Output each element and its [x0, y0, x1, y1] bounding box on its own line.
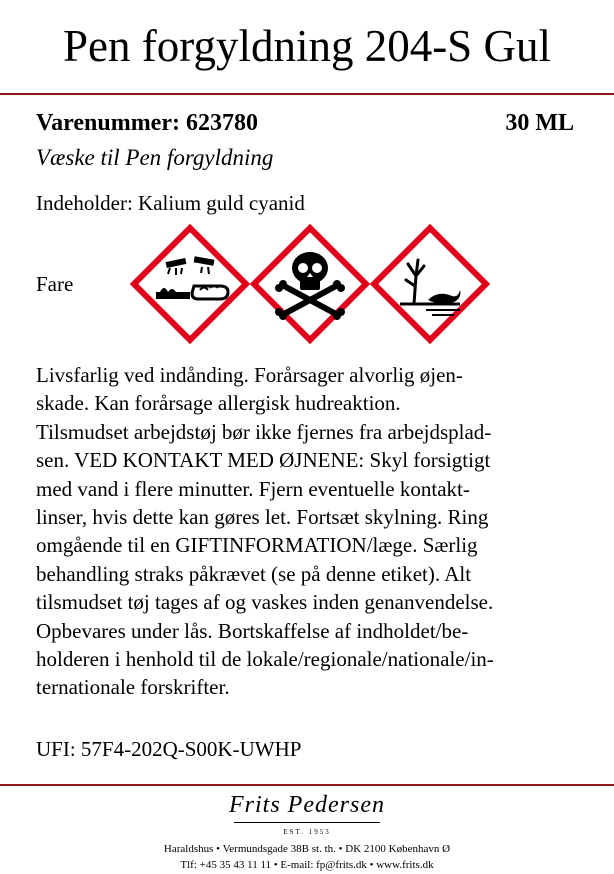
hazard-pictograms	[130, 224, 490, 344]
brand-logo: Frits Pedersen	[229, 792, 385, 818]
logo-underline	[234, 822, 380, 823]
hazard-line: ternationale forskrifter.	[36, 675, 230, 700]
corrosion-icon	[130, 224, 250, 344]
contains-statement: Indeholder: Kalium guld cyanid	[36, 191, 305, 215]
product-subtitle: Væske til Pen forgyldning	[36, 145, 274, 170]
company-contact: Tlf: +45 35 43 11 11 • E-mail: fp@frits.dk • www.frits.dk	[180, 859, 434, 871]
company-address: Haraldshus • Vermundsgade 38B st. th. • DK 2100 København Ø	[163, 843, 451, 855]
bottom-divider	[0, 784, 614, 786]
hazard-line: holderen i henhold til de lokale/regionale/nationale/in-	[36, 647, 494, 672]
hazard-line: Tilsmudset arbejdstøj bør ikke fjernes fra arbejdsplad-	[36, 419, 492, 444]
top-divider	[0, 93, 614, 95]
hazard-line: med vand i flere minutter. Fjern eventuelle kontakt-	[36, 476, 470, 501]
hazard-line: Livsfarlig ved indånding. Forårsager alvorlig øjen-	[36, 363, 463, 387]
hazard-line: Opbevares under lås. Bortskaffelse af indholdet/be-	[36, 618, 469, 643]
volume: 30 ML	[505, 110, 574, 136]
hazard-line: sen. VED KONTAKT MED ØJNENE: Skyl forsigtigt	[36, 448, 491, 473]
product-title: Pen forgyldning 204-S Gul	[63, 21, 551, 71]
hazard-line: skade. Kan forårsage allergisk hudreaktion.	[36, 391, 401, 416]
skull-crossbones-icon	[250, 224, 370, 344]
item-number: Varenummer: 623780	[36, 110, 258, 136]
environment-icon	[370, 224, 490, 344]
hazard-line: omgående til en GIFTINFORMATION/læge. Særlig	[36, 533, 478, 558]
hazard-line: behandling straks påkrævet (se på denne etiket). Alt	[36, 561, 472, 586]
hazard-statements	[36, 361, 596, 702]
ufi-code: UFI: 57F4-202Q-S00K-UWHP	[36, 737, 302, 761]
signal-word: Fare	[36, 272, 74, 296]
established-year: EST. 1953	[283, 828, 331, 836]
hazard-line: linser, hvis dette kan gøres let. Fortsæt skylning. Ring	[36, 505, 489, 530]
hazard-line: tilsmudset tøj tages af og vaskes inden genanvendelse.	[36, 590, 494, 615]
